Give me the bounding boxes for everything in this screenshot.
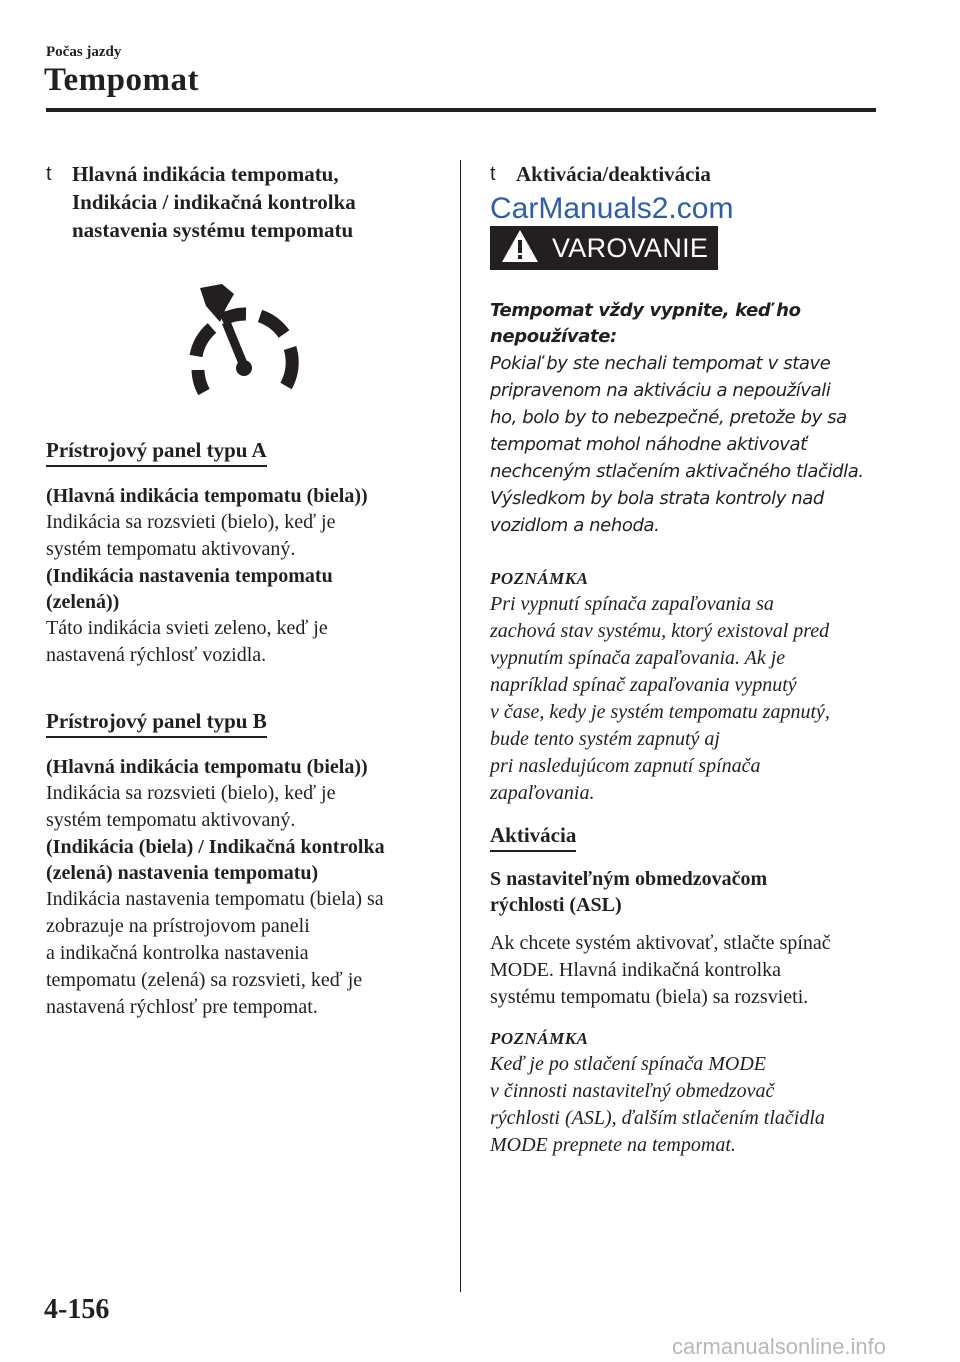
item-heading: (Hlavná indikácia tempomatu (biela)) bbox=[46, 756, 368, 778]
activation-subheading: S nastaviteľným obmedzovačom bbox=[490, 868, 768, 890]
panel-a-title: Prístrojový panel typu A bbox=[46, 438, 267, 467]
heading-line: Hlavná indikácia tempomatu, bbox=[72, 162, 339, 186]
note-line: zachová stav systému, ktorý existoval pred bbox=[490, 620, 830, 642]
warning-line: nechceným stlačením aktivačného tlačidla. bbox=[490, 461, 864, 482]
section-heading-activation bbox=[490, 160, 885, 188]
heading-bullet: t bbox=[46, 163, 52, 185]
warning-label: VAROVANIE bbox=[552, 232, 709, 263]
heading-line: nastavenia systému tempomatu bbox=[72, 218, 354, 242]
note-label: POZNÁMKA bbox=[490, 1029, 589, 1048]
note-block-1 bbox=[490, 567, 885, 807]
body-line: systém tempomatu aktivovaný. bbox=[46, 538, 296, 560]
right-column bbox=[490, 160, 885, 1159]
body-line: systému tempomatu (biela) sa rozsvieti. bbox=[490, 986, 809, 1008]
body-line: a indikačná kontrolka nastavenia bbox=[46, 942, 309, 964]
item-heading: (Hlavná indikácia tempomatu (biela)) bbox=[46, 485, 368, 507]
note-line: Pri vypnutí spínača zapaľovania sa bbox=[490, 593, 774, 615]
warning-line: vozidlom a nehoda. bbox=[490, 515, 660, 536]
note-line: bude tento systém zapnutý aj bbox=[490, 728, 720, 750]
section-label: Počas jazdy bbox=[46, 44, 122, 60]
note-label: POZNÁMKA bbox=[490, 569, 589, 588]
item-heading: (Indikácia nastavenia tempomatu bbox=[46, 565, 333, 587]
heading-line: Indikácia / indikačná kontrolka bbox=[72, 190, 356, 214]
warning-bold-line: Tempomat vždy vypnite, keď ho bbox=[490, 300, 801, 321]
body-line: Indikácia sa rozsvieti (bielo), keď je bbox=[46, 782, 336, 804]
panel-b-block bbox=[46, 709, 441, 1021]
activation-subheading: rýchlosti (ASL) bbox=[490, 894, 622, 916]
warning-line: pripravenom na aktiváciu a nepoužívali bbox=[490, 380, 831, 401]
footer-url[interactable]: carmanualsonline.info bbox=[672, 1334, 887, 1359]
body-line: systém tempomatu aktivovaný. bbox=[46, 809, 296, 831]
note-line: vypnutím spínača zapaľovania. Ak je bbox=[490, 647, 786, 669]
panel-a-block bbox=[46, 438, 441, 669]
body-line: nastavená rýchlosť pre tempomat. bbox=[46, 996, 318, 1018]
body-line: tempomatu (zelená) sa rozsvieti, keď je bbox=[46, 969, 363, 991]
warning-line: ho, bolo by to nebezpečné, pretože by sa bbox=[490, 407, 847, 428]
page-number: 4-156 bbox=[44, 1294, 110, 1325]
item-heading: (zelená)) bbox=[46, 591, 120, 613]
column-divider bbox=[460, 160, 461, 1292]
panel-b-title: Prístrojový panel typu B bbox=[46, 709, 267, 738]
heading-line: Aktivácia/deaktivácia bbox=[516, 162, 711, 186]
warning-line: Pokiaľ by ste nechali tempomat v stave bbox=[490, 353, 831, 374]
body-line: MODE. Hlavná indikačná kontrolka bbox=[490, 959, 782, 981]
warning-body bbox=[490, 298, 885, 539]
left-column bbox=[46, 160, 441, 1021]
header-rule bbox=[46, 108, 876, 112]
activation-block bbox=[490, 823, 885, 1011]
note-block-2 bbox=[490, 1027, 885, 1159]
watermark-text: CarManuals2.com bbox=[490, 192, 734, 225]
warning-banner bbox=[490, 226, 718, 270]
warning-line: tempomat mohol náhodne aktivovať bbox=[490, 434, 807, 455]
note-line: v čase, kedy je systém tempomatu zapnutý, bbox=[490, 701, 830, 723]
note-line: Keď je po stlačení spínača MODE bbox=[490, 1053, 767, 1075]
body-line: Indikácia nastavenia tempomatu (biela) sa bbox=[46, 888, 384, 910]
note-line: rýchlosti (ASL), ďalším stlačením tlačidla bbox=[490, 1107, 825, 1129]
warning-line: Výsledkom by bola strata kontroly nad bbox=[490, 488, 824, 509]
item-heading: (zelená) nastavenia tempomatu) bbox=[46, 862, 319, 884]
body-line: zobrazuje na prístrojovom paneli bbox=[46, 915, 310, 937]
note-line: pri nasledujúcom zapnutí spínača bbox=[490, 755, 761, 777]
warning-triangle-icon bbox=[500, 228, 540, 269]
warning-bold-line: nepoužívate: bbox=[490, 326, 617, 347]
section-heading-indicators bbox=[46, 160, 441, 244]
body-line: Indikácia sa rozsvieti (bielo), keď je bbox=[46, 511, 336, 533]
body-line: nastavená rýchlosť vozidla. bbox=[46, 644, 267, 666]
note-line: zapaľovania. bbox=[490, 782, 595, 804]
body-line: Ak chcete systém aktivovať, stlačte spínač bbox=[490, 932, 831, 954]
body-line: Táto indikácia svieti zeleno, keď je bbox=[46, 617, 328, 639]
note-line: MODE prepnete na tempomat. bbox=[490, 1134, 736, 1156]
page-title: Tempomat bbox=[44, 62, 199, 98]
item-heading: (Indikácia (biela) / Indikačná kontrolka bbox=[46, 836, 385, 858]
note-line: napríklad spínač zapaľovania vypnutý bbox=[490, 674, 797, 696]
heading-bullet: t bbox=[490, 163, 496, 185]
activation-title: Aktivácia bbox=[490, 823, 576, 852]
cruise-control-speedometer-icon bbox=[182, 284, 302, 414]
note-line: v činnosti nastaviteľný obmedzovač bbox=[490, 1080, 775, 1102]
